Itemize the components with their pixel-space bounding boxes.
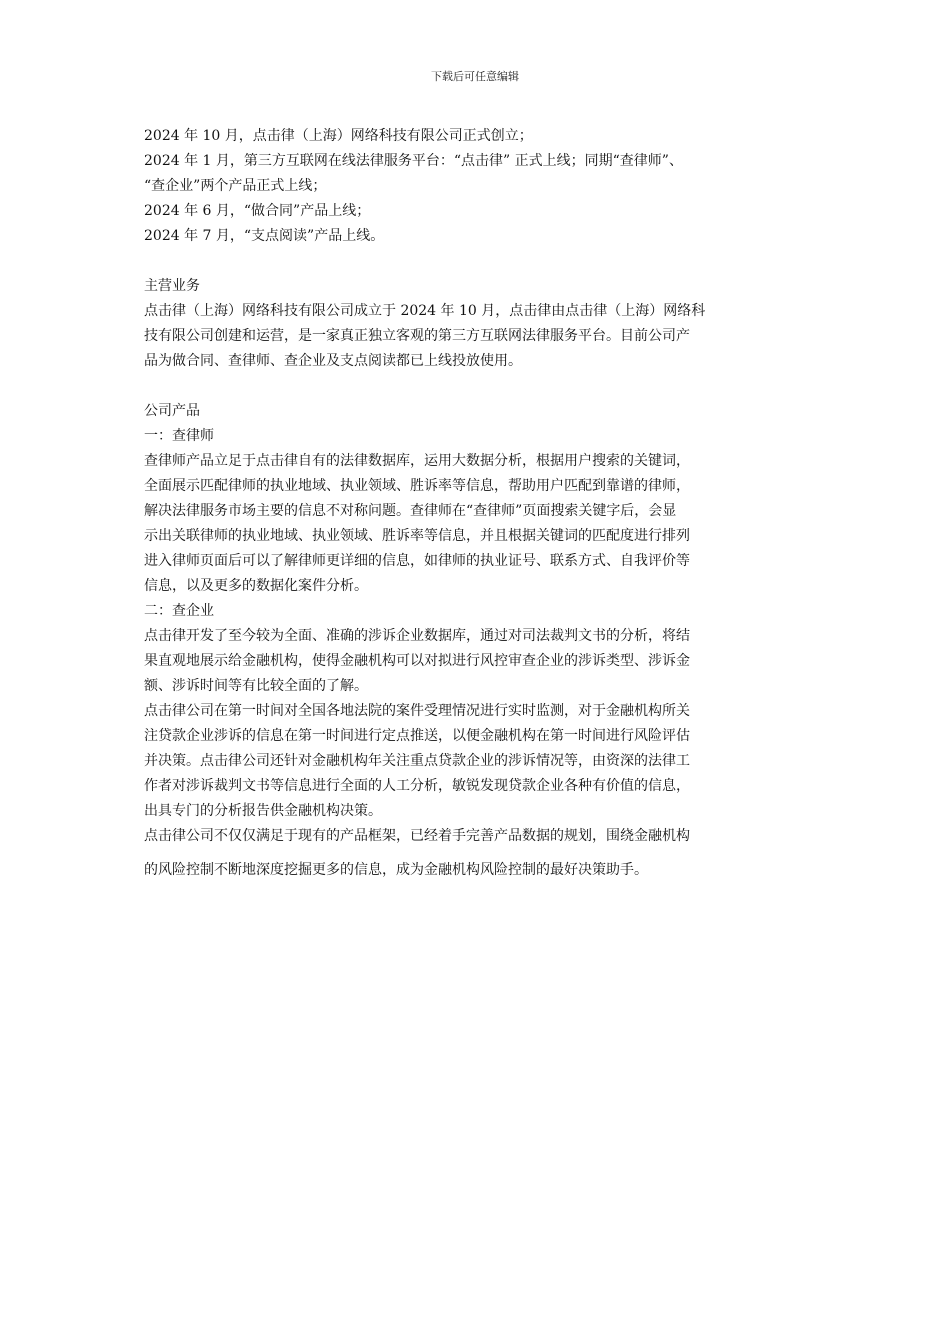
history-line: “查企业”两个产品正式上线； <box>144 178 327 194</box>
line-gap <box>144 849 812 858</box>
paragraph-line: 出具专门的分析报告供金融机构决策。 <box>144 803 382 819</box>
paragraph-line: 信息，以及更多的数据化案件分析。 <box>144 578 368 594</box>
paragraph-line: 查律师产品立足于点击律自有的法律数据库，运用大数据分析，根据用户搜索的关键词， <box>144 453 690 469</box>
paragraph-line: 进入律师页面后可以了解律师更详细的信息，如律师的执业证号、联系方式、自我评价等 <box>144 553 690 569</box>
subsection-heading: 一：查律师 <box>144 428 214 444</box>
paragraph-line: 点击律开发了至今较为全面、准确的涉诉企业数据库，通过对司法裁判文书的分析，将结 <box>144 628 690 644</box>
paragraph-line: 的风险控制不断地深度挖掘更多的信息，成为金融机构风险控制的最好决策助手。 <box>144 862 648 878</box>
paragraph-line: 作者对涉诉裁判文书等信息进行全面的人工分析，敏锐发现贷款企业各种有价值的信息， <box>144 778 690 794</box>
subsection-heading: 二：查企业 <box>144 603 214 619</box>
history-line: 2024 年 10 月，点击律（上海）网络科技有限公司正式创立； <box>144 128 533 144</box>
paragraph-line: 点击律公司在第一时间对全国各地法院的案件受理情况进行实时监测，对于金融机构所关 <box>144 703 690 719</box>
paragraph-line: 全面展示匹配律师的执业地域、执业领域、胜诉率等信息，帮助用户匹配到靠谱的律师， <box>144 478 690 494</box>
history-line: 2024 年 6 月，“做合同”产品上线； <box>144 203 371 219</box>
section-heading: 公司产品 <box>144 403 200 419</box>
paragraph-line: 额、涉诉时间等有比较全面的了解。 <box>144 678 368 694</box>
section-gap <box>144 374 812 399</box>
main-business-section <box>144 274 812 374</box>
page-header-note: 下载后可任意编辑 <box>431 70 519 83</box>
paragraph-line: 解决法律服务市场主要的信息不对称问题。查律师在“查律师”页面搜索关键字后，会显 <box>144 503 677 519</box>
history-line: 2024 年 7 月，“支点阅读”产品上线。 <box>144 228 385 244</box>
history-section <box>144 124 812 249</box>
paragraph-line: 果直观地展示给金融机构，使得金融机构可以对拟进行风控审查企业的涉诉类型、涉诉金 <box>144 653 690 669</box>
section-heading: 主营业务 <box>144 278 200 294</box>
section-gap <box>144 249 812 274</box>
paragraph-line: 点击律（上海）网络科技有限公司成立于 2024 年 10 月，点击律由点击律（上海）网络科 <box>144 303 706 319</box>
history-line: 2024 年 1 月，第三方互联网在线法律服务平台：“点击律” 正式上线；同期“查律师”、 <box>144 153 683 169</box>
paragraph-line: 品为做合同、查律师、查企业及支点阅读都已上线投放使用。 <box>144 353 522 369</box>
paragraph-line: 技有限公司创建和运营，是一家真正独立客观的第三方互联网法律服务平台。目前公司产 <box>144 328 690 344</box>
paragraph-line: 示出关联律师的执业地域、执业领域、胜诉率等信息，并且根据关键词的匹配度进行排列 <box>144 528 690 544</box>
paragraph-line: 注贷款企业涉诉的信息在第一时间进行定点推送，以便金融机构在第一时间进行风险评估 <box>144 728 690 744</box>
paragraph-line: 并决策。点击律公司还针对金融机构年关注重点贷款企业的涉诉情况等，由资深的法律工 <box>144 753 690 769</box>
document-body <box>144 124 812 883</box>
products-section <box>144 399 812 883</box>
paragraph-line: 点击律公司不仅仅满足于现有的产品框架，已经着手完善产品数据的规划，围绕金融机构 <box>144 828 690 844</box>
